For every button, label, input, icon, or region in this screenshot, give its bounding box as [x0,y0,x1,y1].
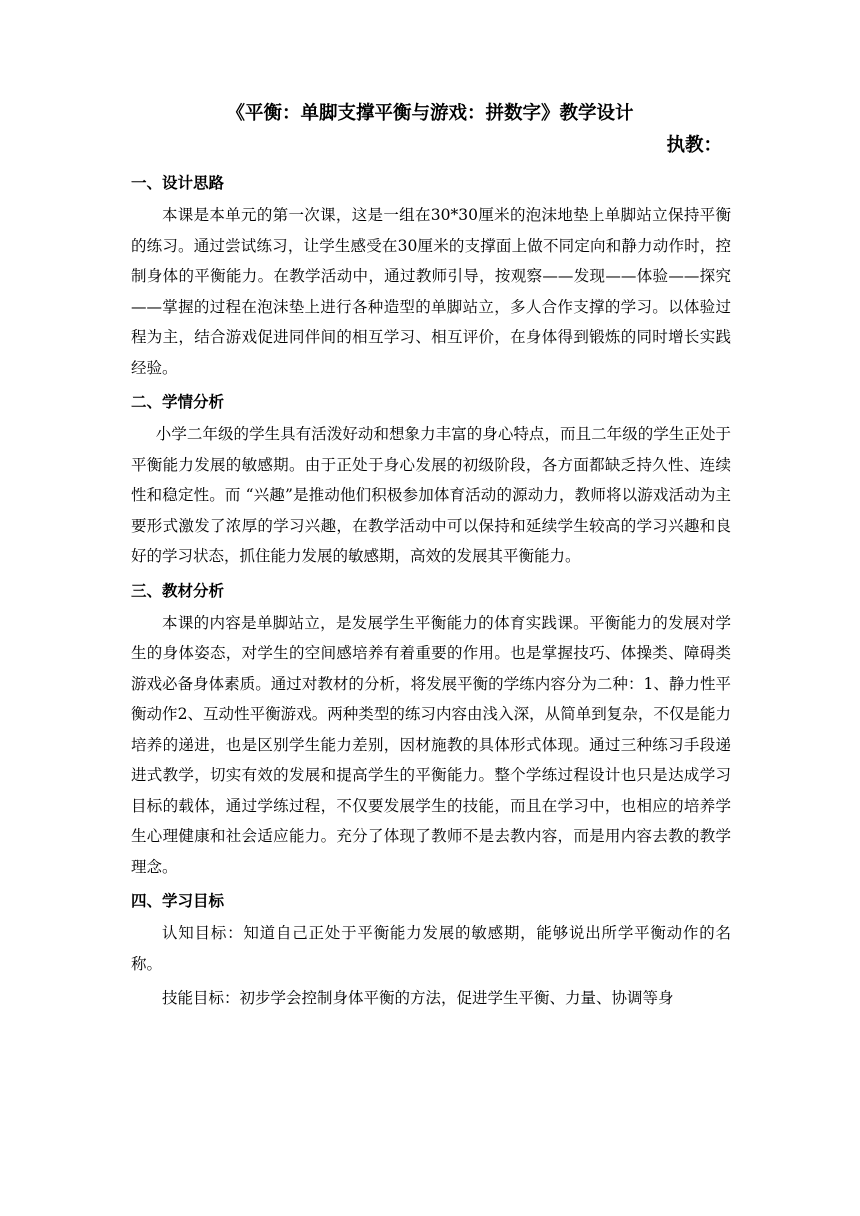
section-paragraph: 小学二年级的学生具有活泼好动和想象力丰富的身心特点，而且二年级的学生正处于平衡能力发展的敏感期。由于正处于身心发展的初级阶段，各方面都缺乏持久性、连续性和稳定性。而 “兴趣”是推动他们积极参加体育活动的源动力，教师将以游戏活动为主要形式激发了浓厚的学习兴趣，在教学活动中可以保持和延续学生较高的学习兴趣和良好的学习状态，抓住能力发展的敏感期，高效的发展其平衡能力。 [131,425,731,565]
document-title: 《平衡：单脚支撑平衡与游戏：拼数字》教学设计 [226,103,634,124]
section-student-analysis [131,387,731,572]
section-heading: 四、学习目标 [131,892,225,910]
section-design-idea [131,168,731,383]
section-learning-goals [131,886,731,1014]
instructor-label: 执教： [666,135,722,156]
cognitive-goal-paragraph: 认知目标：知道自己正处于平衡能力发展的敏感期，能够说出所学平衡动作的名称。 [131,924,731,973]
skill-goal-paragraph: 技能目标：初步学会控制身体平衡的方法，促进学生平衡、力量、协调等身 [162,989,674,1007]
section-heading: 一、设计思路 [131,174,225,192]
section-material-analysis [131,576,731,883]
section-heading: 三、教材分析 [131,581,225,600]
document-body [131,168,731,1018]
section-paragraph: 本课的内容是单脚站立，是发展学生平衡能力的体育实践课。平衡能力的发展对学生的身体姿态，对学生的空间感培养有着重要的作用。也是掌握技巧、体操类、障碍类游戏必备身体素质。通过对教材的分析，将发展平衡的学练内容分为二种：1、静力性平衡动作2、互动性平衡游戏。两种类型的练习内容由浅入深，从简单到复杂，不仅是能力培养的递进，也是区别学生能力差别，因材施教的具体形式体现。通过三种练习手段递进式教学，切实有效的发展和提高学生的平衡能力。整个学练过程设计也只是达成学习目标的载体，通过学练过程，不仅要发展学生的技能，而且在学习中，也相应的培养学生心理健康和社会适应能力。充分了体现了教师不是去教内容，而是用内容去教的教学理念。 [131,613,731,876]
section-paragraph: 本课是本单元的第一次课，这是一组在30*30厘米的泡沫地垫上单脚站立保持平衡的练习。通过尝试练习，让学生感受在30厘米的支撑面上做不同定向和静力动作时，控制身体的平衡能力。在教学活动中，通过教师引导，按观察——发现——体验——探究——掌握的过程在泡沫垫上进行各种造型的单脚站立，多人合作支撑的学习。以体验过程为主，结合游戏促进同伴间的相互学习、相互评价，在身体得到锻炼的同时增长实践经验。 [131,206,731,377]
section-heading: 二、学情分析 [131,393,225,411]
